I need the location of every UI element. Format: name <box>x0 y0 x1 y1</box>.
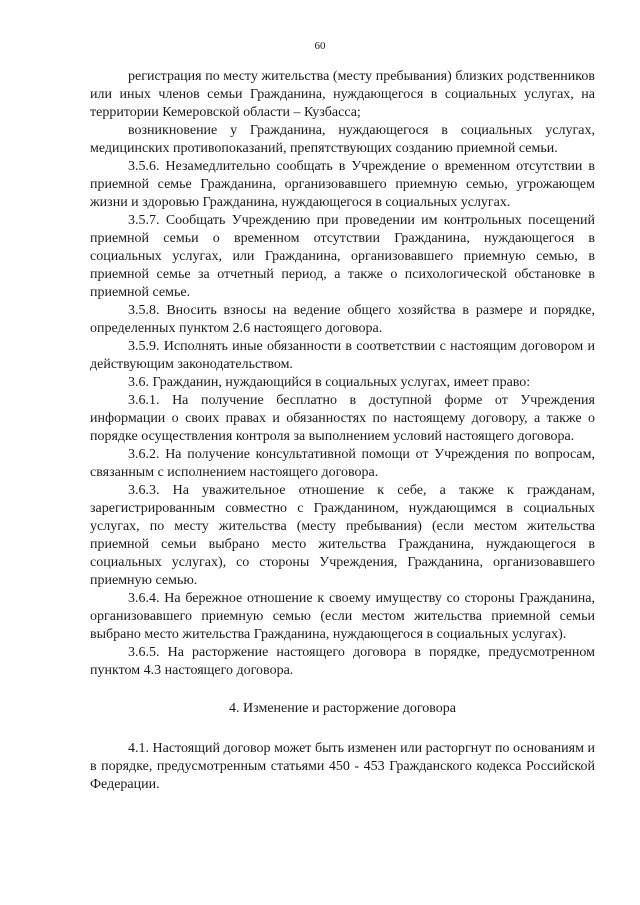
paragraph-3-5-7: 3.5.7. Сообщать Учреждению при проведении им контрольных посещений приемной семьи о временном отсутствии Гражданина, нуждающегося в социальных услугах, или Гражданина, организовавшего приемную семью, в приемной семье за отчетный период, а также о психологической обстановке в приемной семье. <box>90 213 595 300</box>
paragraph-contraindications: возникновение у Гражданина, нуждающегося в социальных услугах, медицинских противопоказаний, препятствующих созданию приемной семьи. <box>90 123 595 156</box>
paragraph-3-6-5: 3.6.5. На расторжение настоящего договора в порядке, предусмотренном пунктом 4.3 настоящего договора. <box>90 645 595 678</box>
paragraph-registration: регистрация по месту жительства (месту пребывания) близких родственников или иных членов семьи Гражданина, нуждающегося в социальных услугах, на территории Кемеровской области – Кузбасса; <box>90 69 595 120</box>
paragraph-3-5-6: 3.5.6. Незамедлительно сообщать в Учреждение о временном отсутствии в приемной семье Гражданина, организовавшего приемную семью, угрожающем жизни и здоровью Гражданина, нуждающегося в социальных услугах. <box>90 159 595 210</box>
paragraph-3-5-8: 3.5.8. Вносить взносы на ведение общего хозяйства в размере и порядке, определенных пунктом 2.6 настоящего договора. <box>90 303 595 336</box>
paragraph-4-1: 4.1. Настоящий договор может быть изменен или расторгнут по основаниям и в порядке, предусмотренным статьями 450 - 453 Гражданского кодекса Российской Федерации. <box>90 741 595 792</box>
paragraph-3-6-1: 3.6.1. На получение бесплатно в доступной форме от Учреждения информации о своих правах и обязанностях по настоящему договору, а также о порядке осуществления контроля за выполнением условий настоящего договора. <box>90 393 595 444</box>
paragraph-3-5-9: 3.5.9. Исполнять иные обязанности в соответствии с настоящим договором и действующим законодательством. <box>90 339 595 372</box>
paragraph-3-6: 3.6. Гражданин, нуждающийся в социальных услугах, имеет право: <box>128 375 531 390</box>
page-number: 60 <box>314 40 326 52</box>
section-heading: 4. Изменение и расторжение договора <box>229 701 456 716</box>
paragraph-3-6-3: 3.6.3. На уважительное отношение к себе, а также к гражданам, зарегистрированным совместно с Гражданином, нуждающимся в социальных услугах, по месту жительства (месту пребывания) (если местом жительства приемной семьи выбрано место жительства Гражданина, нуждающегося в социальных услугах), со стороны Учреждения, Гражданина, организовавшего приемную семью. <box>90 483 595 588</box>
paragraph-3-6-2: 3.6.2. На получение консультативной помощи от Учреждения по вопросам, связанным с исполнением настоящего договора. <box>90 447 595 480</box>
paragraph-3-6-4: 3.6.4. На бережное отношение к своему имуществу со стороны Гражданина, организовавшего приемную семью (если местом жительства приемной семьи выбрано место жительства Гражданина, нуждающегося в социальных услугах). <box>90 591 595 642</box>
document-body <box>90 68 595 794</box>
